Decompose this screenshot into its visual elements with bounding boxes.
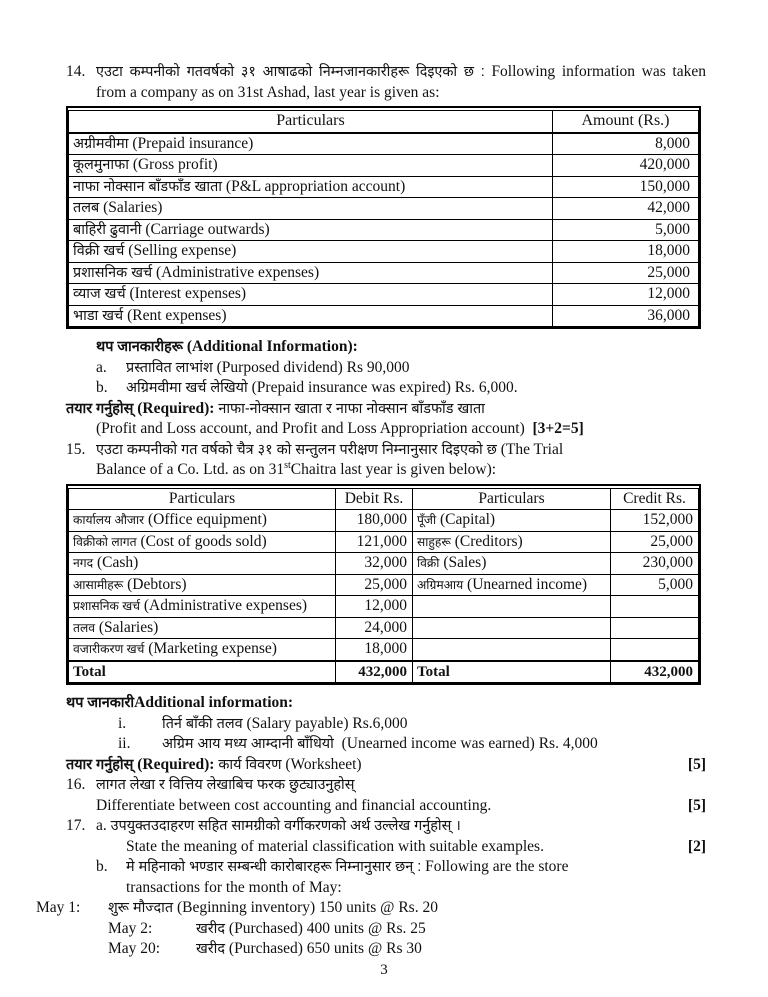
particular-english: (Administrative expenses) [143, 597, 308, 614]
cell-amount: 5,000 [553, 219, 699, 241]
question-15-number: 15. [66, 440, 86, 458]
question-14-additional-item [66, 378, 706, 399]
additional-info-heading-nepali: थप जानकारीहरू [96, 339, 183, 355]
transaction-date: May 20: [108, 940, 161, 957]
cell-debit-amount: 25,000 [336, 574, 413, 596]
question-16-english [96, 796, 706, 817]
question-17 [66, 816, 706, 898]
required-label-nepali: तयार गर्नुहोस् [66, 756, 134, 773]
cell-credit-amount: 25,000 [611, 531, 699, 553]
cell-debit-amount: 121,000 [336, 531, 413, 553]
page-number: 3 [380, 962, 388, 978]
question-17a-text-english: State the meaning of material classification with suitable examples. [126, 837, 544, 855]
cell-debit-amount: 18,000 [336, 639, 413, 661]
question-17b-label: b. [96, 858, 108, 875]
transaction-text [108, 898, 438, 919]
transaction-text [196, 919, 426, 940]
particular-nepali: विक्री [417, 556, 440, 570]
question-15-intro-line2 [96, 460, 706, 481]
table-row [69, 553, 699, 575]
particular-nepali: तलब [73, 200, 100, 216]
question-15-intro-english-part1: (The Trial [500, 440, 564, 458]
ordinal-suffix: st [284, 459, 291, 471]
particular-english: (P&L appropriation account) [225, 177, 406, 195]
table-row [69, 219, 699, 241]
cell-credit-amount: 230,000 [611, 553, 699, 575]
particular-english: (Marketing expense) [148, 640, 277, 657]
cell-debit-amount: 12,000 [336, 596, 413, 618]
question-15-additional-heading [66, 693, 706, 714]
cell-particular [69, 133, 553, 155]
question-16 [66, 775, 706, 816]
transaction-text [196, 939, 422, 960]
required-label-english: (Required): [137, 399, 215, 417]
column-header-credit: Credit Rs. [611, 488, 699, 510]
question-14-additional-heading [66, 337, 706, 358]
cell-credit-amount: 152,000 [611, 510, 699, 532]
question-17a-marks: [2] [687, 837, 706, 855]
particular-english: (Carriage outwards) [145, 220, 270, 238]
particular-english: (Salaries) [98, 618, 159, 636]
cell-debit-particular [69, 553, 336, 575]
cell-debit-particular [69, 510, 336, 532]
question-14-table [68, 110, 699, 327]
table-row [69, 241, 699, 263]
question-15-intro-english-part2a: Balance of a Co. Ltd. as on 31 [96, 461, 285, 478]
question-14-number: 14. [66, 63, 86, 80]
question-17-number: 17. [66, 817, 86, 834]
item-text [162, 734, 598, 755]
particular-english: (Unearned income) [467, 575, 588, 593]
question-16-nepali [96, 775, 706, 796]
particular-english: (Creditors) [454, 532, 523, 550]
question-14-required [66, 399, 706, 420]
question-14-table-wrapper [66, 106, 701, 329]
table-header-row [69, 488, 699, 510]
cell-credit-particular [413, 574, 611, 596]
cell-particular [69, 305, 553, 327]
additional-info-heading-english: Additional information: [134, 694, 294, 711]
question-14-intro-english: Following information was taken from a company as on 31st Ashad, last year is given as: [96, 63, 706, 101]
particular-nepali: व्याज खर्च [73, 286, 126, 302]
cell-credit-particular [413, 617, 611, 639]
cell-credit-particular [413, 639, 611, 661]
cell-debit-total: 432,000 [336, 661, 413, 683]
column-header-particulars-credit: Particulars [413, 488, 611, 510]
question-17b-line1 [96, 857, 706, 878]
cell-debit-amount: 32,000 [336, 553, 413, 575]
transaction-english: (Beginning inventory) 150 units @ Rs. 20 [176, 899, 438, 916]
cell-credit-amount [611, 596, 699, 618]
cell-amount: 42,000 [553, 198, 699, 220]
particular-nepali: वजारीकरण खर्च [73, 642, 145, 656]
cell-particular [69, 198, 553, 220]
column-header-particulars-debit: Particulars [69, 488, 336, 510]
question-17b-text-english-part1: Following are the store [425, 858, 569, 875]
particular-nepali: अग्रिमआय [417, 577, 464, 592]
item-label: b. [96, 379, 108, 396]
table-row [69, 617, 699, 639]
particular-nepali: आसामीहरू [73, 577, 124, 592]
particular-english: (Cost of goods sold) [140, 532, 267, 550]
particular-nepali: प्रशासनिक खर्च [73, 264, 153, 281]
question-15-marks: [5] [687, 755, 706, 773]
item-english: (Prepaid insurance was expired) Rs. 6,000. [251, 379, 518, 396]
cell-total-label-credit: Total [413, 661, 611, 683]
particular-english: (Capital) [440, 511, 496, 528]
table-row [69, 155, 699, 177]
cell-debit-particular [69, 617, 336, 639]
question-15-additional-item [66, 714, 706, 735]
cell-particular [69, 176, 553, 198]
cell-amount: 12,000 [553, 284, 699, 306]
table-row [69, 305, 699, 327]
question-16-marks: [5] [687, 796, 706, 814]
cell-particular [69, 219, 553, 241]
question-14-intro-nepali: एउटा कम्पनीको गतवर्षको ३१ आषाढको निम्नजानकारीहरू दिइएको छ : [96, 64, 485, 80]
particular-nepali: नाफा नोक्सान बाँडफाँड खाता [73, 178, 223, 195]
table-total-row [69, 661, 699, 683]
question-15-table-wrapper [66, 484, 701, 686]
transaction-row [108, 919, 706, 940]
table-row [69, 133, 699, 155]
cell-debit-particular [69, 596, 336, 618]
additional-info-heading-english: (Additional Information): [186, 338, 358, 355]
question-15-additional-item [66, 734, 706, 755]
table-row [69, 284, 699, 306]
item-text [162, 714, 407, 735]
item-nepali: अग्रिमवीमा खर्च लेखियो [126, 380, 248, 396]
question-14-required-english [66, 419, 706, 440]
question-17a-text-nepali: उपयुक्तउदाहरण सहित सामग्रीको वर्गीकरणको अर्थ उल्लेख गर्नुहोस् । [110, 818, 461, 834]
question-15 [66, 440, 706, 481]
transaction-date: May 2: [108, 919, 153, 937]
transaction-nepali: शुरू मौज्दात [108, 900, 174, 916]
cell-debit-amount: 24,000 [336, 617, 413, 639]
column-header-particulars: Particulars [69, 111, 553, 133]
table-row [69, 639, 699, 661]
table-row [69, 176, 699, 198]
cell-particular [69, 241, 553, 263]
cell-credit-total: 432,000 [611, 661, 699, 683]
question-16-number: 16. [66, 776, 86, 793]
particular-english: (Interest expenses) [129, 285, 247, 302]
required-label-nepali: तयार गर्नुहोस् [66, 400, 134, 417]
table-row [69, 531, 699, 553]
question-15-required [66, 755, 706, 776]
particular-english: (Administrative expenses) [155, 263, 320, 281]
column-header-debit: Debit Rs. [336, 488, 413, 510]
cell-credit-amount [611, 617, 699, 639]
question-15-intro-line1 [96, 440, 706, 461]
column-header-amount: Amount (Rs.) [553, 111, 699, 133]
particular-english: (Rent expenses) [127, 306, 227, 324]
cell-particular [69, 262, 553, 284]
particular-english: (Cash) [96, 554, 139, 571]
cell-credit-particular [413, 510, 611, 532]
particular-english: (Gross profit) [132, 156, 218, 173]
item-nepali: तिर्न बाँकी तलव [162, 715, 243, 732]
table-row [69, 262, 699, 284]
particular-nepali: कार्यालय औजार [73, 513, 145, 527]
required-body-nepali: नाफा-नोक्सान खाता र नाफा नोक्सान बाँडफाँड खाता [218, 400, 485, 417]
table-row [69, 574, 699, 596]
required-body-english: (Worksheet) [285, 755, 362, 773]
table-header-row [69, 111, 699, 133]
trial-balance-table [68, 488, 699, 684]
particular-nepali: कूलमुनाफा [73, 157, 129, 173]
question-17a-nepali [96, 816, 706, 837]
transaction-row [36, 898, 706, 919]
item-english: (Purposed dividend) Rs 90,000 [216, 358, 410, 376]
item-text [126, 358, 410, 379]
question-14-additional-item [66, 358, 706, 379]
particular-english: (Salaries) [103, 199, 163, 216]
particular-nepali: विक्री खर्च [73, 243, 125, 259]
question-16-text-english: Differentiate between cost accounting and financial accounting. [96, 796, 492, 814]
question-14-marks: [3+2=5] [532, 420, 584, 437]
question-17b-text-nepali: मे महिनाको भण्डार सम्बन्धी कारोबारहरू निम्नानुसार छन् : [126, 859, 422, 875]
cell-particular [69, 155, 553, 177]
cell-total-label-debit: Total [69, 661, 336, 683]
cell-amount: 420,000 [553, 155, 699, 177]
cell-amount: 150,000 [553, 176, 699, 198]
question-17b-line2 [96, 878, 706, 899]
cell-debit-particular [69, 639, 336, 661]
required-body-nepali: कार्य विवरण [218, 756, 282, 773]
page-content [36, 62, 706, 960]
particular-nepali: प्रशासनिक खर्च [73, 599, 140, 613]
cell-credit-amount: 5,000 [611, 574, 699, 596]
question-16-text-nepali: लागत लेखा र वित्तिय लेखाबिच फरक छुट्याउनुहोस् [96, 777, 355, 793]
item-nepali: अग्रिम आय मध्य आम्दानी बाँधियो [162, 736, 334, 752]
cell-credit-particular [413, 531, 611, 553]
transaction-row [108, 939, 706, 960]
item-english: (Unearned income was earned) Rs. 4,000 [341, 735, 598, 752]
transaction-nepali: खरीद [196, 941, 226, 957]
required-label-english: (Required): [137, 755, 215, 773]
required-body-english: (Profit and Loss account, and Profit and Loss Appropriation account) [96, 420, 525, 437]
particular-nepali: नगद [73, 556, 94, 570]
item-english: (Salary payable) Rs.6,000 [246, 714, 408, 732]
question-14 [66, 62, 706, 103]
cell-amount: 8,000 [553, 133, 699, 155]
question-17b-text-english-part2: transactions for the month of May: [126, 878, 342, 896]
item-text [126, 378, 518, 399]
particular-nepali: अग्रीमवीमा [73, 135, 129, 152]
cell-amount: 36,000 [553, 305, 699, 327]
question-17a-english [96, 837, 706, 858]
cell-debit-amount: 180,000 [336, 510, 413, 532]
transaction-nepali: खरीद [196, 920, 226, 937]
table-row [69, 510, 699, 532]
particular-english: (Debtors) [127, 575, 187, 593]
cell-amount: 18,000 [553, 241, 699, 263]
particular-nepali: विक्रीको लागत [73, 534, 137, 549]
cell-credit-particular [413, 596, 611, 618]
table-row [69, 198, 699, 220]
particular-nepali: भाडा खर्च [73, 307, 124, 324]
particular-english: (Selling expense) [128, 242, 237, 259]
cell-amount: 25,000 [553, 262, 699, 284]
question-17a-label: a. [96, 817, 107, 834]
particular-english: (Prepaid insurance) [132, 134, 254, 152]
item-label: ii. [118, 735, 131, 752]
particular-nepali: साहुहरू [417, 534, 451, 549]
item-nepali: प्रस्तावित लाभांश [126, 359, 213, 376]
item-label: a. [96, 358, 107, 376]
question-14-intro [96, 62, 706, 103]
particular-nepali: पूँजी [417, 513, 437, 527]
cell-debit-particular [69, 574, 336, 596]
cell-credit-amount [611, 639, 699, 661]
cell-particular [69, 284, 553, 306]
particular-nepali: तलव [73, 620, 95, 635]
cell-credit-particular [413, 553, 611, 575]
item-label: i. [118, 714, 127, 732]
particular-nepali: बाहिरी ढुवानी [73, 221, 142, 238]
particular-english: (Office equipment) [148, 511, 267, 528]
cell-debit-particular [69, 531, 336, 553]
transaction-date: May 1: [36, 899, 81, 916]
table-row [69, 596, 699, 618]
transaction-english: (Purchased) 650 units @ Rs 30 [228, 940, 422, 957]
particular-english: (Sales) [443, 554, 487, 571]
question-17b-text [126, 857, 568, 878]
transaction-english: (Purchased) 400 units @ Rs. 25 [228, 919, 426, 937]
additional-info-heading-nepali: थप जानकारी [66, 695, 135, 711]
question-15-intro-nepali: एउटा कम्पनीको गत वर्षको चैत्र ३१ को सन्तुलन परीक्षण निम्नानुसार दिइएको छ [96, 441, 497, 458]
question-15-intro-english-part2b: Chaitra last year is given below): [290, 461, 497, 478]
